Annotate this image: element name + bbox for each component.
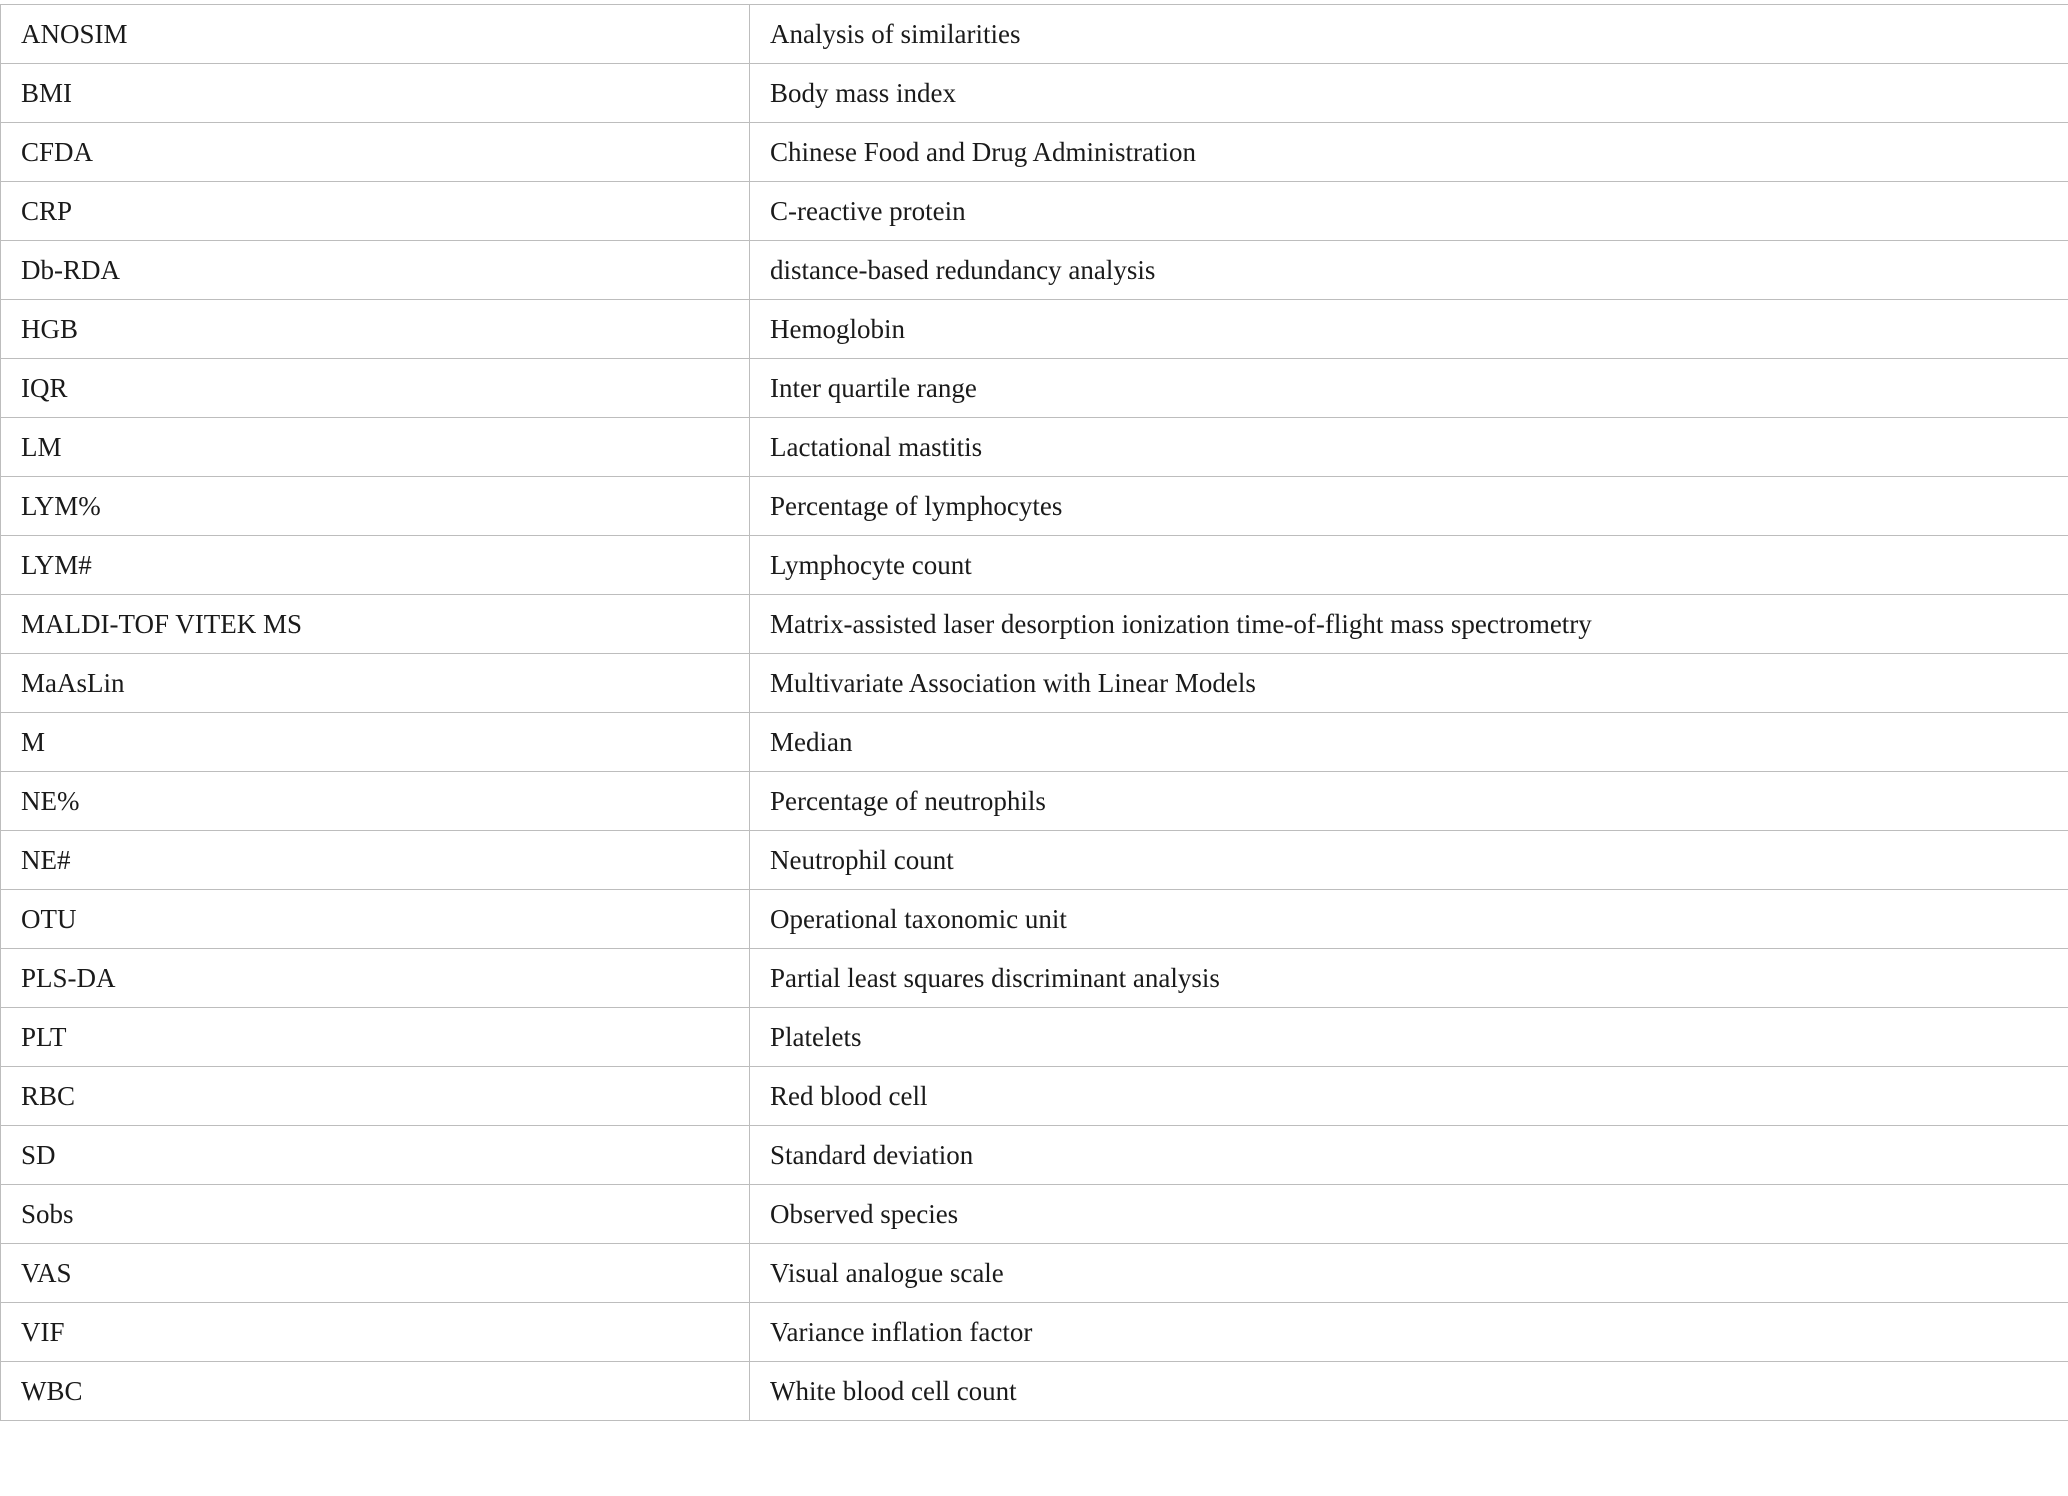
definition-cell: Percentage of lymphocytes — [750, 477, 2068, 536]
abbreviation-cell: OTU — [1, 890, 750, 949]
abbreviation-cell: LM — [1, 418, 750, 477]
abbreviation-cell: M — [1, 713, 750, 772]
abbreviation-cell: Sobs — [1, 1185, 750, 1244]
definition-cell: Platelets — [750, 1008, 2068, 1067]
table-row — [1, 1126, 2068, 1185]
definition-cell: Multivariate Association with Linear Models — [750, 654, 2068, 713]
abbreviation-cell: LYM% — [1, 477, 750, 536]
abbreviation-cell: LYM# — [1, 536, 750, 595]
abbreviation-cell: ANOSIM — [1, 5, 750, 64]
abbreviation-cell: CFDA — [1, 123, 750, 182]
definition-cell: Analysis of similarities — [750, 5, 2068, 64]
abbreviation-cell: IQR — [1, 359, 750, 418]
table-row — [1, 1244, 2068, 1303]
table-row — [1, 536, 2068, 595]
abbreviation-cell: MALDI-TOF VITEK MS — [1, 595, 750, 654]
definition-cell: Lymphocyte count — [750, 536, 2068, 595]
abbreviations-table-body — [1, 5, 2068, 1421]
definition-cell: Inter quartile range — [750, 359, 2068, 418]
definition-cell: Percentage of neutrophils — [750, 772, 2068, 831]
table-row — [1, 418, 2068, 477]
table-row — [1, 713, 2068, 772]
table-row — [1, 1067, 2068, 1126]
abbreviation-cell: MaAsLin — [1, 654, 750, 713]
abbreviations-table-container — [0, 4, 2068, 1421]
table-row — [1, 772, 2068, 831]
definition-cell: C-reactive protein — [750, 182, 2068, 241]
table-row — [1, 477, 2068, 536]
definition-cell: Lactational mastitis — [750, 418, 2068, 477]
table-row — [1, 1303, 2068, 1362]
abbreviation-cell: Db-RDA — [1, 241, 750, 300]
table-row — [1, 949, 2068, 1008]
abbreviation-cell: CRP — [1, 182, 750, 241]
abbreviation-cell: HGB — [1, 300, 750, 359]
definition-cell: Variance inflation factor — [750, 1303, 2068, 1362]
abbreviation-cell: PLT — [1, 1008, 750, 1067]
table-row — [1, 64, 2068, 123]
definition-cell: Body mass index — [750, 64, 2068, 123]
table-row — [1, 1008, 2068, 1067]
definition-cell: Hemoglobin — [750, 300, 2068, 359]
table-row — [1, 1185, 2068, 1244]
abbreviation-cell: BMI — [1, 64, 750, 123]
table-row — [1, 831, 2068, 890]
definition-cell: Operational taxonomic unit — [750, 890, 2068, 949]
table-row — [1, 1362, 2068, 1421]
table-row — [1, 890, 2068, 949]
definition-cell: Matrix-assisted laser desorption ionization time-of-flight mass spectrometry — [750, 595, 2068, 654]
definition-cell: Neutrophil count — [750, 831, 2068, 890]
definition-cell: Standard deviation — [750, 1126, 2068, 1185]
table-row — [1, 654, 2068, 713]
definition-cell: Visual analogue scale — [750, 1244, 2068, 1303]
abbreviations-table — [0, 4, 2068, 1421]
abbreviation-cell: WBC — [1, 1362, 750, 1421]
abbreviation-cell: VAS — [1, 1244, 750, 1303]
abbreviation-cell: NE% — [1, 772, 750, 831]
table-row — [1, 359, 2068, 418]
definition-cell: Red blood cell — [750, 1067, 2068, 1126]
table-row — [1, 182, 2068, 241]
definition-cell: Partial least squares discriminant analysis — [750, 949, 2068, 1008]
table-row — [1, 241, 2068, 300]
abbreviation-cell: SD — [1, 1126, 750, 1185]
table-row — [1, 300, 2068, 359]
definition-cell: White blood cell count — [750, 1362, 2068, 1421]
abbreviation-cell: RBC — [1, 1067, 750, 1126]
table-row — [1, 5, 2068, 64]
table-row — [1, 595, 2068, 654]
definition-cell: Observed species — [750, 1185, 2068, 1244]
abbreviation-cell: NE# — [1, 831, 750, 890]
abbreviation-cell: PLS-DA — [1, 949, 750, 1008]
table-row — [1, 123, 2068, 182]
abbreviation-cell: VIF — [1, 1303, 750, 1362]
definition-cell: Median — [750, 713, 2068, 772]
definition-cell: Chinese Food and Drug Administration — [750, 123, 2068, 182]
definition-cell: distance-based redundancy analysis — [750, 241, 2068, 300]
